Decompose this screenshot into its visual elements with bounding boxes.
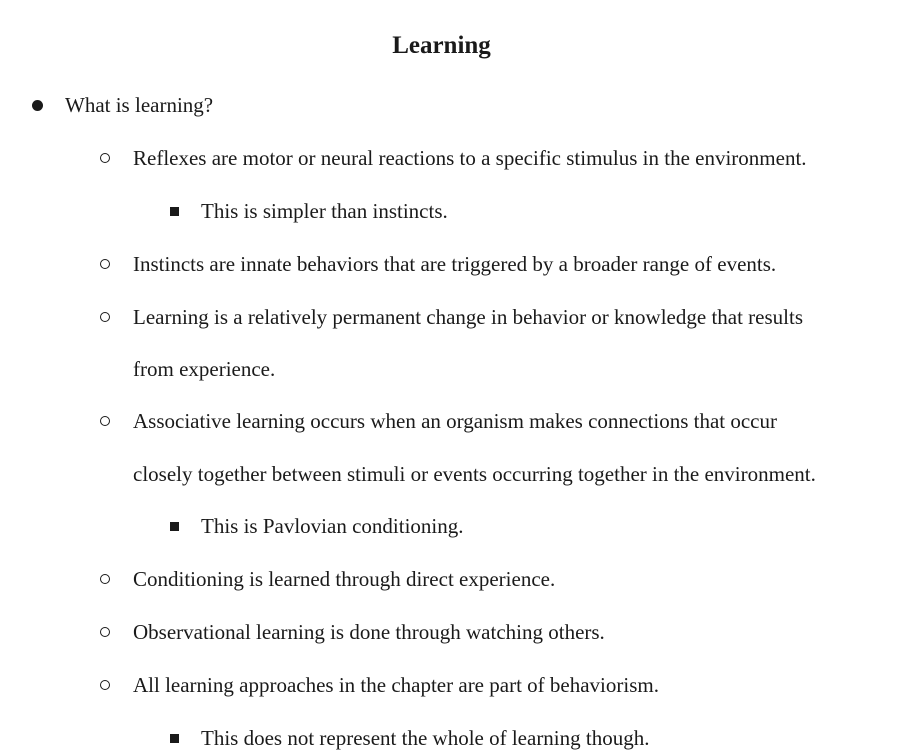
list-item-level2: All learning approaches in the chapter are part of behaviorism. — [133, 673, 659, 697]
list-item-level2: Reflexes are motor or neural reactions to a specific stimulus in the environment. — [133, 146, 807, 170]
list-item-level2-continuation: from experience. — [133, 357, 276, 381]
list-item-level2: Observational learning is done through watching others. — [133, 620, 605, 644]
list-item-level3: This is simpler than instincts. — [201, 199, 448, 223]
bullet-hollow-icon — [98, 250, 112, 278]
list-item-level2: Instincts are innate behaviors that are triggered by a broader range of events. — [133, 252, 777, 276]
bullet-hollow-icon — [98, 144, 112, 172]
list-item-level2: Associative learning occurs when an organism makes connections that occur — [133, 409, 777, 433]
list-item-level2: Conditioning is learned through direct experience. — [133, 567, 556, 591]
list-item-level1: What is learning? — [65, 93, 214, 117]
bullet-filled-icon — [30, 91, 44, 119]
list-item-level2-continuation: closely together between stimuli or events occurring together in the environment. — [133, 462, 816, 486]
bullet-hollow-icon — [98, 407, 112, 435]
bullet-hollow-icon — [98, 618, 112, 646]
document-title: Learning — [392, 32, 491, 59]
bullet-hollow-icon — [98, 671, 112, 699]
bullet-square-icon — [167, 197, 181, 225]
list-item-level3: This does not represent the whole of learning though. — [201, 726, 650, 750]
bullet-hollow-icon — [98, 303, 112, 331]
bullet-square-icon — [167, 512, 181, 540]
bullet-hollow-icon — [98, 565, 112, 593]
list-item-level3: This is Pavlovian conditioning. — [201, 514, 464, 538]
list-item-level2: Learning is a relatively permanent change in behavior or knowledge that results — [133, 305, 804, 329]
